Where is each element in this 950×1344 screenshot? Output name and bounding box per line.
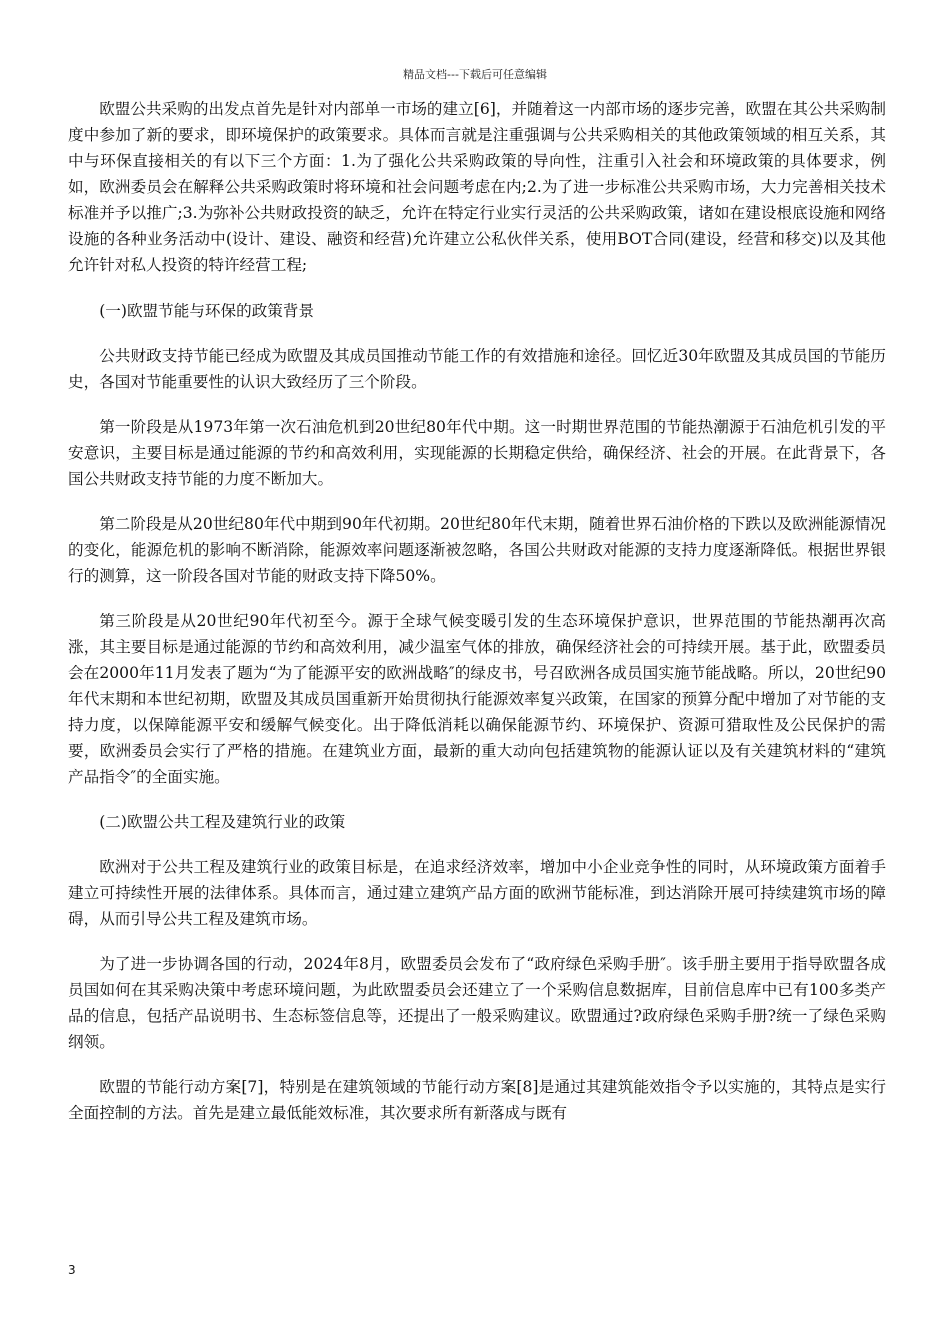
page-header: 精品文档---下载后可任意编辑 <box>403 68 547 81</box>
paragraph-stage-one: 第一阶段是从1973年第一次石油危机到20世纪80年代中期。这一时期世界范围的节能热潮源于石油危机引发的平安意识，主要目标是通过能源的节约和高效利用，实现能源的长期稳定供给，确保经济、社会的开展。在此背景下，各国公共财政支持节能的力度不断加大。 <box>68 418 886 488</box>
section-heading-construction-policy: (二)欧盟公共工程及建筑行业的政策 <box>99 813 346 831</box>
paragraph-green-procurement-handbook: 为了进一步协调各国的行动，2024年8月，欧盟委员会发布了“政府绿色采购手册″。该手册主要用于指导欧盟各成员国如何在其采购决策中考虑环境问题，为此欧盟委员会还建立了一个采购信息数据库，目前信息库中已有100多类产品的信息，包括产品说明书、生态标签信息等，还提出了一般采购建议。欧盟通过?政府绿色采购手册?统一了绿色采购纲领。 <box>68 955 886 1051</box>
paragraph-stage-two: 第二阶段是从20世纪80年代中期到90年代初期。20世纪80年代末期，随着世界石油价格的下跌以及欧洲能源情况的变化，能源危机的影响不断消除，能源效率问题逐渐被忽略，各国公共财政对能源的支持力度逐渐降低。根据世界银行的测算，这一阶段各国对节能的财政支持下降50%。 <box>68 515 886 585</box>
page-number: 3 <box>68 1263 76 1277</box>
section-heading-policy-background: (一)欧盟节能与环保的政策背景 <box>99 302 315 320</box>
paragraph-construction-goals: 欧洲对于公共工程及建筑行业的政策目标是，在追求经济效率，增加中小企业竞争性的同时，从环境政策方面着手建立可持续性开展的法律体系。具体而言，通过建立建筑产品方面的欧洲节能标准，到达消除开展可持续建筑市场的障碍，从而引导公共工程及建筑市场。 <box>68 858 886 928</box>
paragraph-energy-action-plan: 欧盟的节能行动方案[7]，特别是在建筑领域的节能行动方案[8]是通过其建筑能效指令予以实施的，其特点是实行全面控制的方法。首先是建立最低能效标准，其次要求所有新落成与既有 <box>68 1078 886 1122</box>
paragraph-procurement-origin: 欧盟公共采购的出发点首先是针对内部单一市场的建立[6]，并随着这一内部市场的逐步完善，欧盟在其公共采购制度中参加了新的要求，即环境保护的政策要求。具体而言就是注重强调与公共采购相关的其他政策领域的相互关系，其中与环保直接相关的有以下三个方面：1.为了强化公共采购政策的导向性，注重引入社会和环境政策的具体要求，例如，欧洲委员会在解释公共采购政策时将环境和社会问题考虑在内;2.为了进一步标准公共采购市场，大力完善相关技术标准并予以推广;3.为弥补公共财政投资的缺乏，允许在特定行业实行灵活的公共采购政策，诸如在建设根底设施和网络设施的各种业务活动中(设计、建设、融资和经营)允许建立公私伙伴关系，使用BOT合同(建设，经营和移交)以及其他允许针对私人投资的特许经营工程; <box>68 100 886 274</box>
paragraph-stage-three: 第三阶段是从20世纪90年代初至今。源于全球气候变暖引发的生态环境保护意识，世界范围的节能热潮再次高涨，其主要目标是通过能源的节约和高效利用，减少温室气体的排放，确保经济社会的可持续开展。基于此，欧盟委员会在2000年11月发表了题为“为了能源平安的欧洲战略″的绿皮书，号召欧洲各成员国实施节能战略。所以，20世纪90年代末期和本世纪初期，欧盟及其成员国重新开始贯彻执行能源效率复兴政策，在国家的预算分配中增加了对节能的支持力度，以保障能源平安和缓解气候变化。出于降低消耗以确保能源节约、环境保护、资源可猎取性及公民保护的需要，欧洲委员会实行了严格的措施。在建筑业方面，最新的重大动向包括建筑物的能源认证以及有关建筑材料的“建筑产品指令″的全面实施。 <box>68 612 886 786</box>
paragraph-public-finance-support: 公共财政支持节能已经成为欧盟及其成员国推动节能工作的有效措施和途径。回忆近30年欧盟及其成员国的节能历史，各国对节能重要性的认识大致经历了三个阶段。 <box>68 347 886 391</box>
document-body <box>68 96 886 1145</box>
